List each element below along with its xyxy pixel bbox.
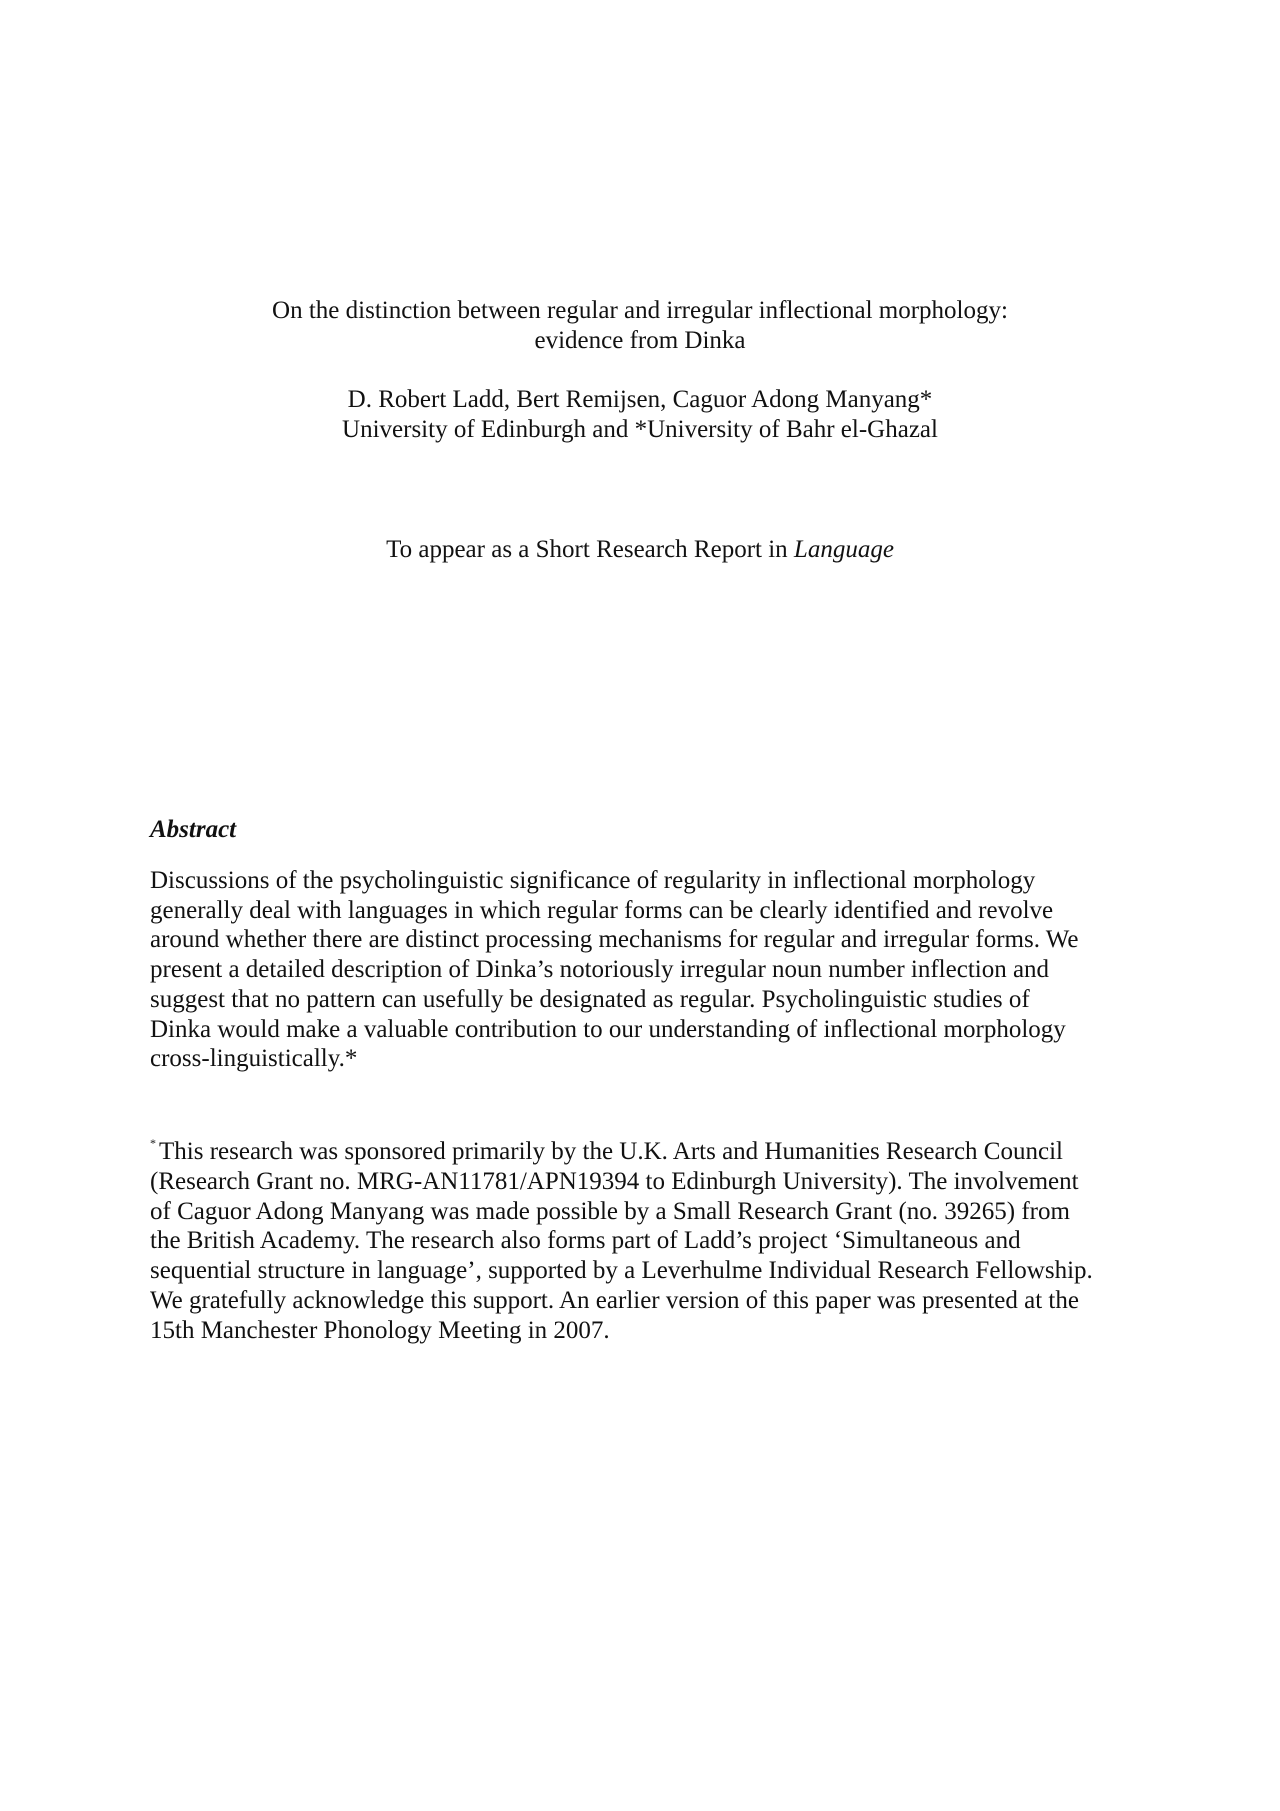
paper-title	[0, 296, 1280, 356]
abstract-line: suggest that no pattern can usefully be designated as regular. Psycholinguistic studies of	[150, 985, 1030, 1013]
footnote-line: sequential structure in language’, supported by a Leverhulme Individual Research Fellowship.	[150, 1257, 1093, 1285]
footnote-line	[150, 1137, 1150, 1167]
footnote-line: We gratefully acknowledge this support. An earlier version of this paper was presented at the	[150, 1286, 1079, 1314]
footnote-line-text: This research was sponsored primarily by the U.K. Arts and Humanities Research Council	[159, 1138, 1063, 1165]
abstract-heading: Abstract	[150, 816, 237, 843]
abstract-line: around whether there are distinct processing mechanisms for regular and irregular forms. We	[150, 926, 1079, 954]
publication-prefix: To appear as a Short Research Report in	[386, 536, 794, 563]
footnote-line: (Research Grant no. MRG-AN11781/APN19394 to Edinburgh University). The involvement	[150, 1167, 1079, 1195]
author-block	[0, 385, 1280, 445]
acknowledgement-footnote	[150, 1137, 1150, 1346]
footnote-line: the British Academy. The research also forms part of Ladd’s project ‘Simultaneous and	[150, 1227, 1021, 1255]
paper-title-line-2: evidence from Dinka	[534, 327, 746, 354]
footnote-line: 15th Manchester Phonology Meeting in 2007.	[150, 1316, 610, 1344]
abstract-body	[150, 866, 1140, 1074]
paper-title-line-1: On the distinction between regular and irregular inflectional morphology:	[272, 297, 1008, 324]
abstract-line: Discussions of the psycholinguistic significance of regularity in inflectional morphology	[150, 867, 1036, 894]
abstract-line: Dinka would make a valuable contribution to our understanding of inflectional morphology	[150, 1015, 1066, 1043]
abstract-line: cross-linguistically.*	[150, 1045, 358, 1073]
author-affiliation: University of Edinburgh and *University of Bahr el-Ghazal	[342, 416, 938, 443]
footnote-line: of Caguor Adong Manyang was made possible by a Small Research Grant (no. 39265) from	[150, 1197, 1070, 1225]
abstract-line: generally deal with languages in which regular forms can be clearly identified and revolve	[150, 896, 1054, 924]
footnote-marker: *	[150, 1136, 156, 1150]
author-names: D. Robert Ladd, Bert Remijsen, Caguor Adong Manyang*	[347, 386, 933, 413]
publication-note	[0, 535, 1280, 565]
journal-name: Language	[793, 536, 894, 563]
abstract-line: present a detailed description of Dinka’s notoriously irregular noun number inflection and	[150, 956, 1050, 984]
